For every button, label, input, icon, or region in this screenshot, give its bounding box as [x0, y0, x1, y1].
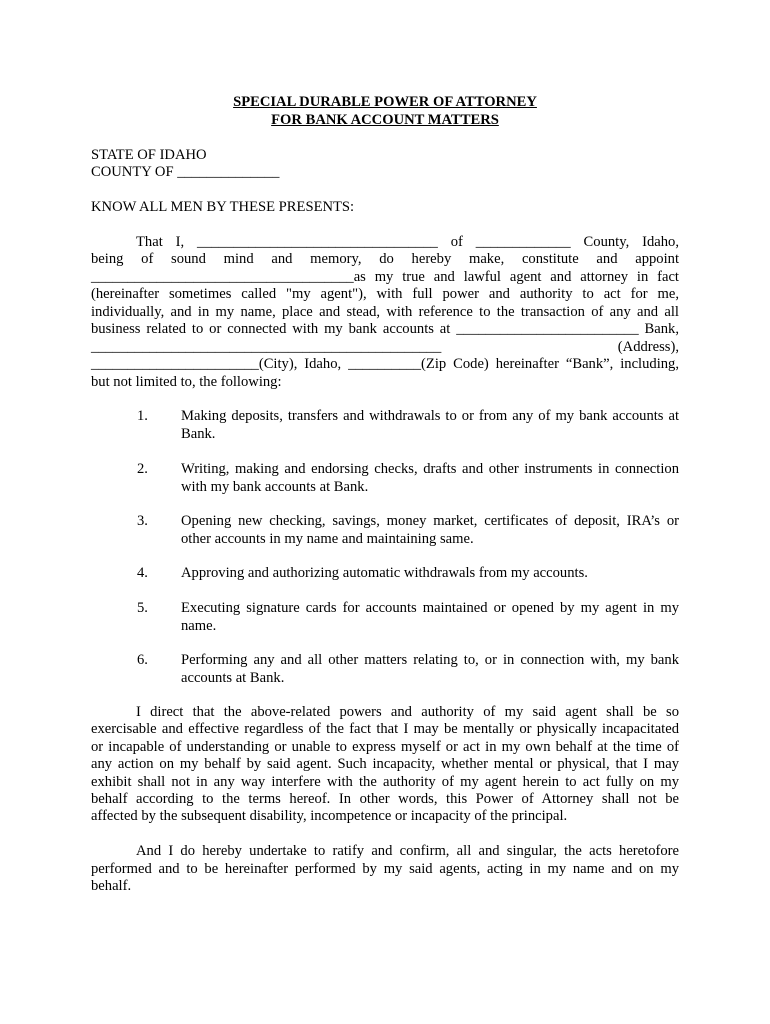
address-label: (Address), — [617, 339, 679, 355]
list-item-text: Opening new checking, savings, money market, certificates of deposit, IRA’s or other accounts in my name and maintaining same. — [181, 513, 679, 547]
direct-paragraph-line: or incapable of understanding or unable to express myself or act in my own behalf at the time of — [91, 739, 679, 755]
intro-line: but not limited to, the following: — [91, 374, 282, 390]
intro-line: That I, _________________________________ of _____________ County, Idaho, — [136, 234, 679, 250]
state-line: STATE OF IDAHO — [91, 147, 207, 163]
list-item-text: Making deposits, transfers and withdrawals to or from any of my bank accounts at Bank. — [181, 408, 679, 442]
direct-paragraph-line: exercisable and effective regardless of the fact that I may be mentally or physically incapacitated — [91, 721, 679, 737]
intro-line: being of sound mind and memory, do hereby make, constitute and appoint — [91, 251, 679, 267]
intro-line: (hereinafter sometimes called "my agent"), with full power and authority to act for me, — [91, 286, 679, 302]
list-item-number: 5. — [137, 600, 148, 616]
list-item-text: Writing, making and endorsing checks, drafts and other instruments in connection with my bank accounts at Bank. — [181, 461, 679, 495]
list-item-number: 4. — [137, 565, 148, 581]
know-all-heading: KNOW ALL MEN BY THESE PRESENTS: — [91, 199, 355, 215]
direct-paragraph-line: I direct that the above-related powers and authority of my said agent shall be so — [136, 704, 679, 720]
direct-paragraph-line: affected by the subsequent disability, incompetence or incapacity of the principal. — [91, 808, 568, 824]
direct-paragraph-line: behalf according to the terms hereof. In other words, this Power of Attorney shall not be — [91, 791, 679, 807]
list-item-text: Executing signature cards for accounts maintained or opened by my agent in my name. — [181, 600, 679, 634]
list-item-number: 6. — [137, 652, 148, 668]
intro-line: individually, and in my name, place and stead, with reference to the transaction of any and all — [91, 304, 679, 320]
list-item-number: 3. — [137, 513, 148, 529]
list-item-text: Approving and authorizing automatic withdrawals from my accounts. — [181, 565, 588, 581]
document-title-line-1: SPECIAL DURABLE POWER OF ATTORNEY — [233, 94, 537, 110]
list-item-number: 1. — [137, 408, 148, 424]
direct-paragraph-line: exhibit shall not in any way interfere with the authority of my agent herein to act fully on my — [91, 774, 679, 790]
county-line: COUNTY OF ______________ — [91, 164, 280, 180]
ratify-paragraph-line: And I do hereby undertake to ratify and confirm, all and singular, the acts heretofore — [136, 843, 679, 859]
intro-line: ____________________________________as my true and lawful agent and attorney in fact — [91, 269, 679, 285]
address-blank: ________________________________________________ — [91, 339, 442, 355]
document-title-line-2: FOR BANK ACCOUNT MATTERS — [271, 112, 499, 128]
intro-line: _______________________(City), Idaho, __________(Zip Code) hereinafter “Bank”, including, — [91, 356, 679, 372]
intro-line: business related to or connected with my bank accounts at _________________________ Bank, — [91, 321, 679, 337]
direct-paragraph-line: any action on my behalf by said agent. Such incapacity, whether mental or physical, that I may — [91, 756, 679, 772]
list-item-number: 2. — [137, 461, 148, 477]
list-item-text: Performing any and all other matters relating to, or in connection with, my bank accounts at Bank. — [181, 652, 679, 686]
ratify-paragraph-line: performed and to be hereinafter performed by my said agents, acting in my name and on my — [91, 861, 679, 877]
ratify-paragraph-line: behalf. — [91, 878, 132, 894]
